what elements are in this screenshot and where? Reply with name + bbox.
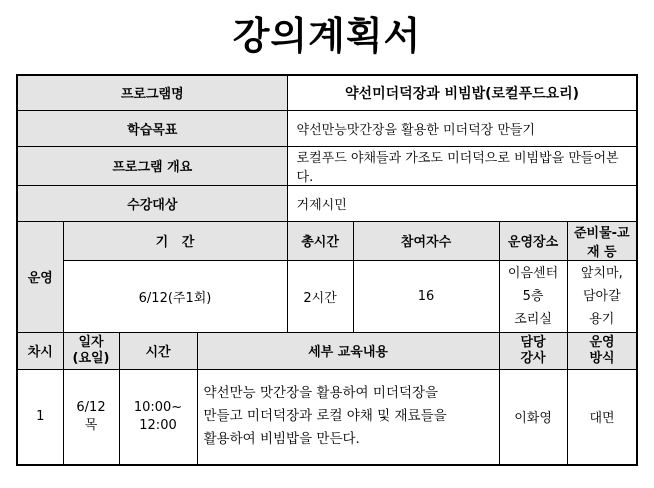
period-value: 6/12(주1회) — [63, 260, 287, 332]
venue-line-1: 이음센터 5층 — [507, 265, 559, 304]
method-header-line-2: 방식 — [589, 350, 615, 366]
date-value-line-2: 목 — [84, 417, 98, 433]
time-value-line-1: 10:00~ — [133, 399, 183, 415]
method-header — [567, 332, 637, 369]
page-title: 강의계획서 — [232, 14, 422, 58]
session-header: 차시 — [17, 332, 63, 369]
method-header-line-1: 운영 — [589, 334, 615, 350]
date-header — [63, 332, 119, 369]
method-value: 대면 — [567, 369, 637, 465]
venue-value — [499, 260, 567, 332]
venue-header: 운영장소 — [499, 221, 567, 260]
content-line-3: 활용하여 비빔밥을 만든다. — [203, 431, 360, 448]
period-header: 기 간 — [63, 221, 287, 260]
lecture-plan-table — [16, 74, 638, 466]
date-value-line-1: 6/12 — [76, 399, 106, 415]
participants-value: 16 — [353, 260, 499, 332]
materials-value — [567, 260, 637, 332]
time-header: 시간 — [119, 332, 197, 369]
time-value — [119, 369, 197, 465]
total-time-value: 2시간 — [287, 260, 353, 332]
content-line-2: 만들고 미더덕장과 로컬 야채 및 재료들을 — [203, 408, 447, 425]
instructor-header-line-2: 강사 — [520, 350, 546, 366]
content-header: 세부 교육내용 — [197, 332, 499, 369]
venue-line-2: 조리실 — [514, 311, 552, 327]
session-value: 1 — [17, 369, 63, 465]
time-value-line-2: 12:00 — [139, 417, 177, 433]
table-row — [17, 369, 637, 465]
target-value: 거제시민 — [287, 185, 637, 221]
learning-goal-label: 학습목표 — [17, 110, 287, 146]
instructor-header-line-1: 담당 — [520, 334, 546, 350]
materials-line-1: 앞치마, 담아갈 — [580, 265, 623, 304]
date-header-line-2: (요일) — [72, 350, 110, 366]
learning-goal-value: 약선만능맛간장을 활용한 미더덕장 만들기 — [287, 110, 637, 146]
materials-header: 준비물-교재 등 — [567, 221, 637, 260]
content-line-1: 약선만능 맛간장을 활용하여 미더덕장을 — [203, 385, 439, 402]
target-label: 수강대상 — [17, 185, 287, 221]
instructor-header — [499, 332, 567, 369]
materials-line-2: 용기 — [589, 311, 615, 327]
instructor-value: 이화영 — [499, 369, 567, 465]
participants-header: 참여자수 — [353, 221, 499, 260]
date-header-line-1: 일자 — [78, 334, 104, 350]
operation-label: 운영 — [17, 221, 63, 332]
date-value — [63, 369, 119, 465]
content-value — [197, 369, 499, 465]
program-overview-label: 프로그램 개요 — [17, 146, 287, 185]
program-name-value: 약선미더덕장과 비빔밥(로컬푸드요리) — [287, 75, 637, 110]
total-time-header: 총시간 — [287, 221, 353, 260]
program-overview-value: 로컬푸드 야채들과 가조도 미더덕으로 비빔밥을 만들어본다. — [287, 146, 637, 185]
program-name-label: 프로그램명 — [17, 75, 287, 110]
